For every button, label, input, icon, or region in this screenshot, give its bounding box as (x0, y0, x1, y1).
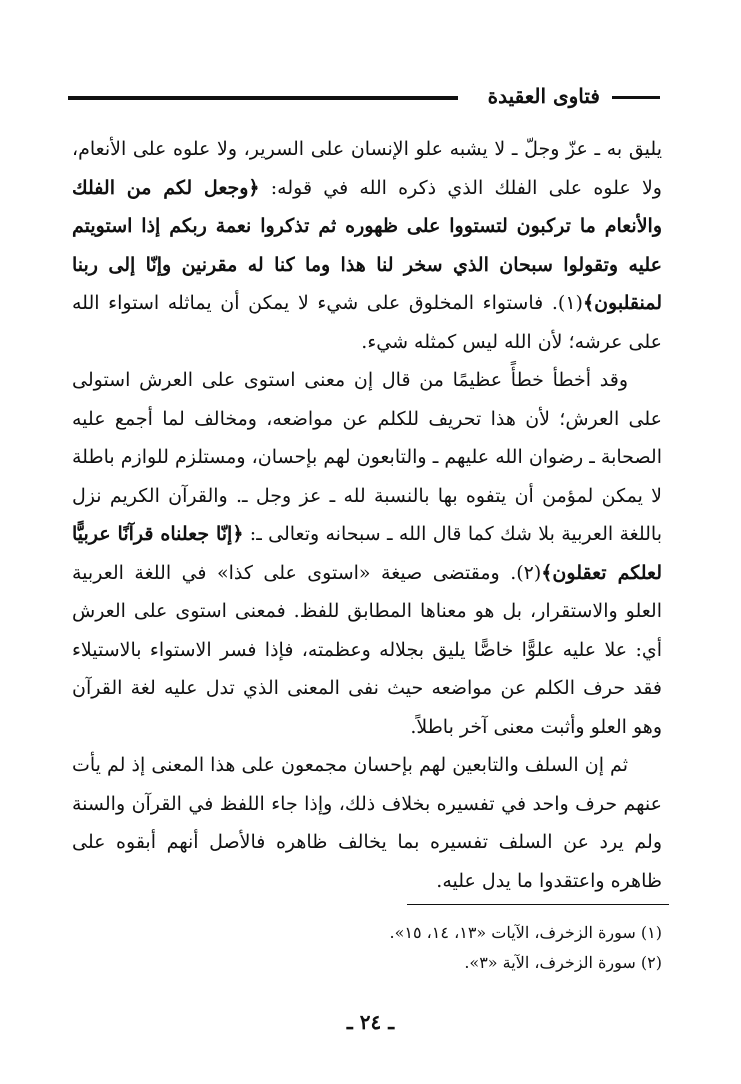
paragraph-2-text-2: . ومقتضى صيغة «استوى على كذا» في اللغة العربية العلو والاستقرار، بل هو معناها المطابق للفظ. فمعنى استوى على العرش أي: علا عليه علوًّا خاصًّا يليق بجلاله وعظمته، فإذا فسر الاستواء بالاستيلاء فقد حرف الكلم عن مواضعه حيث نفى المعنى الذي تدل عليه لغة القرآن وهو العلو وأثبت معنى آخر باطلاً. (72, 561, 662, 738)
footnote-separator (407, 904, 669, 905)
paragraph-2-text-1: وقد أخطأ خطأً عظيمًا من قال إن معنى استوى على العرش استولى على العرش؛ لأن هذا تحريف للكلم عن مواضعه، ومخالف لما أجمع عليه الصحابة ـ رضوان الله عليهم ـ والتابعون لهم بإحسان، ومستلزم للوازم باطلة لا يمكن لمؤمن أن يتفوه بها بالنسبة لله ـ عز وجل ـ. والقرآن الكريم نزل باللغة العربية بلا شك كما قال الله ـ سبحانه وتعالى ـ: (72, 369, 662, 545)
footnote-2: (٢) سورة الزخرف، الآية «٣». (464, 953, 662, 972)
running-header (68, 82, 660, 112)
footnotes (72, 918, 662, 978)
paragraph-1-text-1: يليق به ـ عزّ وجلّ ـ لا يشبه علو الإنسان على السرير، ولا علوه على الأنعام، ولا علوه على الفلك الذي ذكره الله في قوله: (72, 138, 662, 199)
paragraph-1-text-2: . فاستواء المخلوق على شيء لا يمكن أن يماثله استواء الله على عرشه؛ لأن الله ليس كمثله شيء. (72, 292, 662, 353)
footnote-ref-2: (٢) (516, 561, 542, 584)
header-rule (68, 96, 458, 100)
quran-quote-1: ﴿وجعل لكم من الفلك والأنعام ما تركبون لتستووا على ظهوره ثم تذكروا نعمة ربكم إذا استويتم عليه وتقولوا سبحان الذي سخر لنا هذا وما كنا له مقرنين وإنّا إلى ربنا لمنقلبون﴾ (72, 176, 662, 314)
header-dash (612, 96, 660, 99)
page-number: ـ ٢٤ ـ (346, 1010, 395, 1034)
footnote-ref-1: (١) (557, 292, 583, 314)
running-header-title: فتاوى العقيدة (487, 84, 600, 108)
quran-quote-2: ﴿إنّا جعلناه قرآنًا عربيًّا لعلكم تعقلون﴾ (72, 523, 662, 584)
body-text (72, 130, 662, 900)
paragraph-3: ثم إن السلف والتابعين لهم بإحسان مجمعون على هذا المعنى إذ لم يأت عنهم حرف واحد في تفسيره بخلاف ذلك، وإذا جاء اللفظ في القرآن والسنة ولم يرد عن السلف تفسيره بما يخالف ظاهره فالأصل أنهم أبقوه على ظاهره واعتقدوا ما يدل عليه. (72, 754, 662, 892)
paragraph-2 (72, 361, 662, 746)
paragraph-1 (72, 130, 662, 361)
footnote-1: (١) سورة الزخرف، الآيات «١٣، ١٤، ١٥». (389, 923, 662, 942)
